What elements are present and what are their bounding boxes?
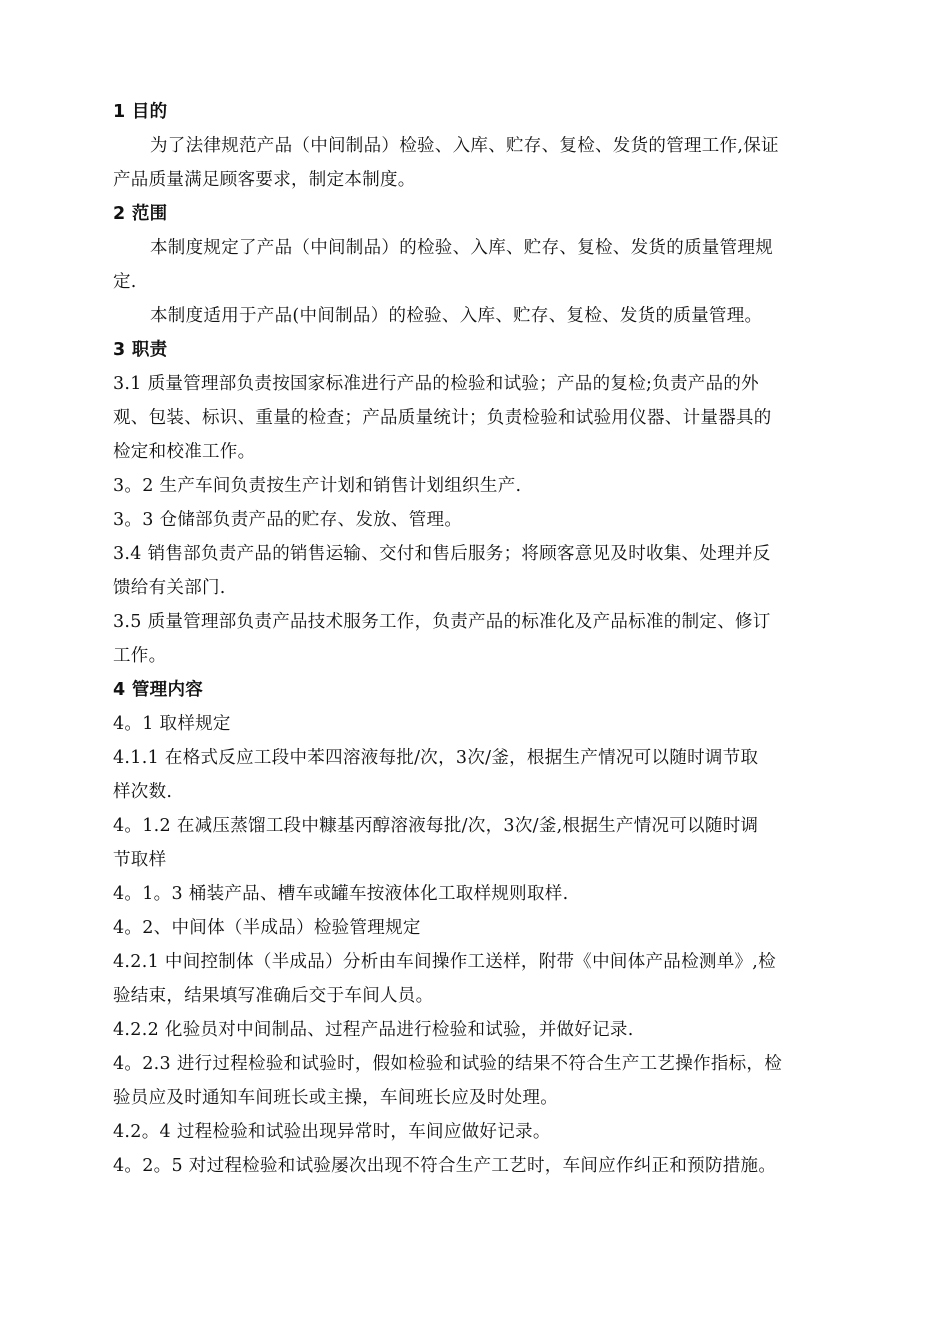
paragraph-line: 产品质量满足顾客要求，制定本制度。 <box>113 170 416 190</box>
paragraph-line: 3。2 生产车间负责按生产计划和销售计划组织生产. <box>113 476 522 496</box>
section-heading-purpose: 1 目的 <box>113 102 168 122</box>
paragraph-line: 本制度适用于产品(中间制品）的检验、入库、贮存、复检、发货的质量管理。 <box>150 306 763 326</box>
paragraph-line: 4。1。3 桶装产品、槽车或罐车按液体化工取样规则取样. <box>113 884 569 904</box>
paragraph-line: 观、包装、标识、重量的检查；产品质量统计；负责检验和试验用仪器、计量器具的 <box>113 408 772 428</box>
paragraph-line: 4。2。5 对过程检验和试验屡次出现不符合生产工艺时，车间应作纠正和预防措施。 <box>113 1156 777 1176</box>
paragraph-line: 4.2.2 化验员对中间制品、过程产品进行检验和试验，并做好记录. <box>113 1020 634 1040</box>
section-heading-responsibilities: 3 职责 <box>113 340 168 360</box>
paragraph-line: 4。2、中间体（半成品）检验管理规定 <box>113 918 421 938</box>
paragraph-line: 3.4 销售部负责产品的销售运输、交付和售后服务；将顾客意见及时收集、处理并反 <box>113 544 771 564</box>
paragraph-line: 4.1.1 在格式反应工段中苯四溶液每批/次，3次/釜，根据生产情况可以随时调节取 <box>113 748 759 768</box>
paragraph-line: 定. <box>113 272 137 292</box>
paragraph-line: 3.5 质量管理部负责产品技术服务工作，负责产品的标准化及产品标准的制定、修订 <box>113 612 771 632</box>
paragraph-line: 4。1 取样规定 <box>113 714 231 734</box>
paragraph-line: 3.1 质量管理部负责按国家标准进行产品的检验和试验；产品的复检;负责产品的外 <box>113 374 759 394</box>
paragraph-line: 样次数. <box>113 782 173 802</box>
paragraph-line: 4.2。4 过程检验和试验出现异常时，车间应做好记录。 <box>113 1122 551 1142</box>
paragraph-line: 节取样 <box>113 850 167 870</box>
paragraph-line: 验员应及时通知车间班长或主操，车间班长应及时处理。 <box>113 1088 558 1108</box>
paragraph-line: 工作。 <box>113 646 167 666</box>
paragraph-line: 3。3 仓储部负责产品的贮存、发放、管理。 <box>113 510 463 530</box>
paragraph-line: 4.2.1 中间控制体（半成品）分析由车间操作工送样，附带《中间体产品检测单》,检 <box>113 952 776 972</box>
paragraph-line: 4。1.2 在减压蒸馏工段中糠基丙醇溶液每批/次，3次/釜,根据生产情况可以随时调 <box>113 816 759 836</box>
paragraph-line: 检定和校准工作。 <box>113 442 256 462</box>
paragraph-line: 为了法律规范产品（中间制品）检验、入库、贮存、复检、发货的管理工作,保证 <box>150 136 779 156</box>
paragraph-line: 验结束，结果填写准确后交于车间人员。 <box>113 986 434 1006</box>
section-heading-management-content: 4 管理内容 <box>113 680 204 700</box>
document-page <box>113 95 843 1183</box>
section-heading-scope: 2 范围 <box>113 204 168 224</box>
paragraph-line: 本制度规定了产品（中间制品）的检验、入库、贮存、复检、发货的质量管理规 <box>150 238 773 258</box>
paragraph-line: 馈给有关部门. <box>113 578 226 598</box>
paragraph-line: 4。2.3 进行过程检验和试验时，假如检验和试验的结果不符合生产工艺操作指标，检 <box>113 1054 783 1074</box>
